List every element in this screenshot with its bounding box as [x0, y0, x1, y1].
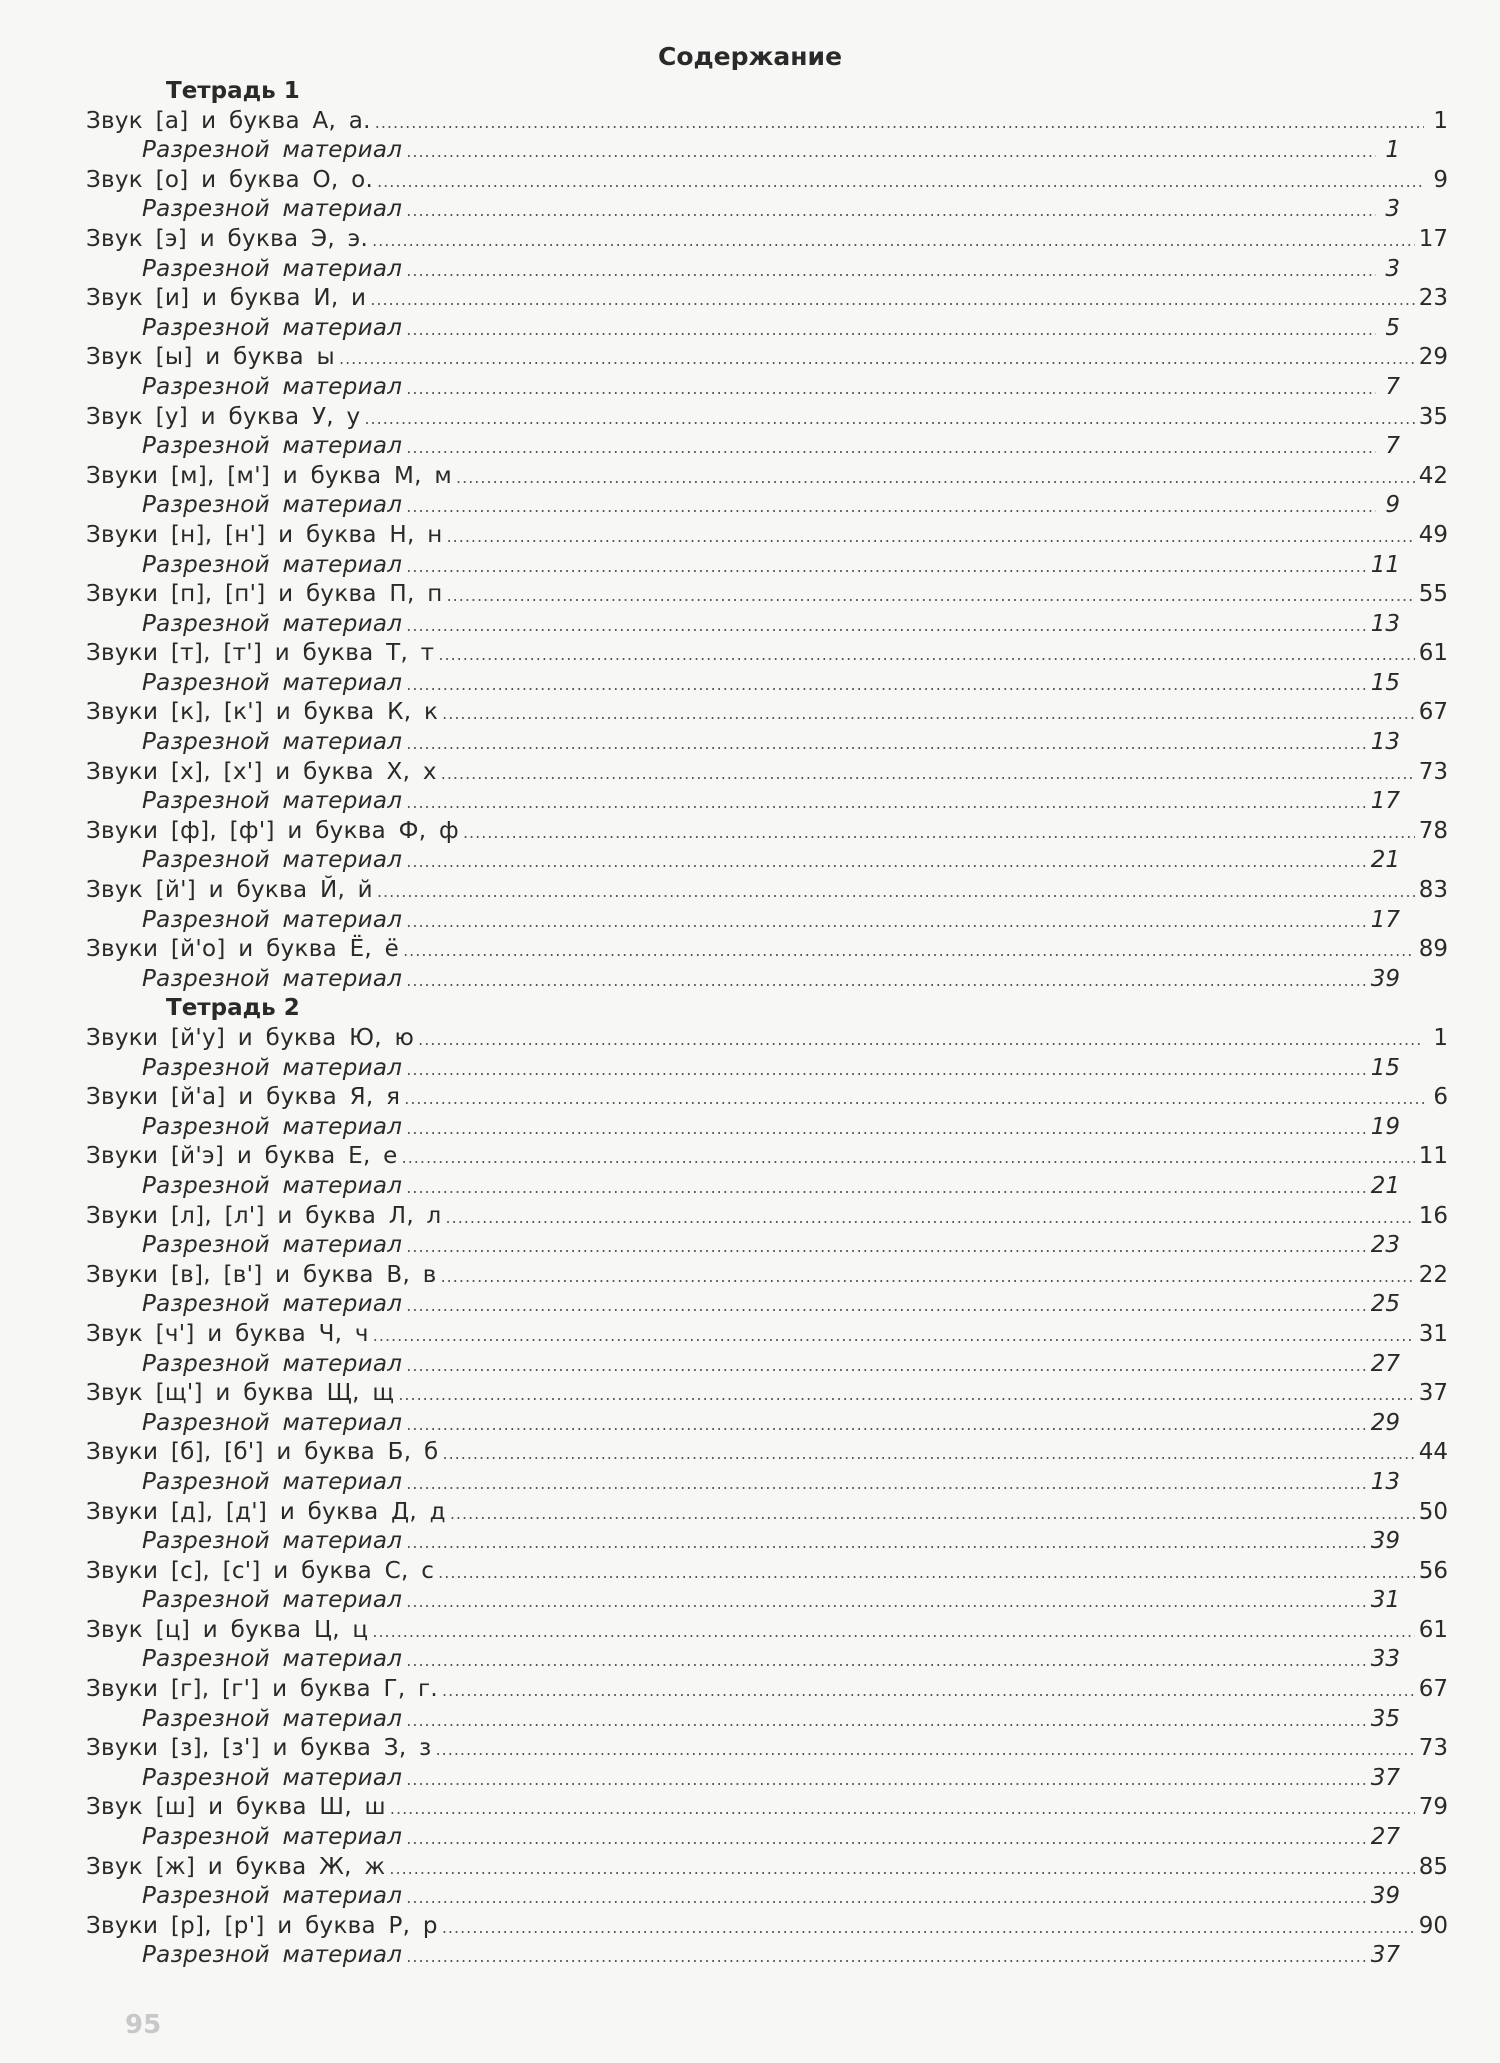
dot-leader — [418, 1025, 1424, 1055]
dot-leader — [406, 670, 1366, 700]
toc-subentry-page: 13 — [1370, 729, 1400, 756]
toc-entry[interactable] — [86, 698, 1448, 728]
dot-leader — [450, 1499, 1415, 1529]
toc-entry-page: 31 — [1418, 1320, 1448, 1347]
toc-subentry-page: 7 — [1385, 433, 1400, 460]
dot-leader — [442, 1913, 1415, 1943]
dot-leader — [406, 1173, 1366, 1203]
toc-subentry-label: Разрезной материал — [142, 610, 403, 637]
toc-entry[interactable] — [86, 1261, 1448, 1291]
toc-subentry-page: 13 — [1370, 610, 1400, 637]
toc-subentry-label: Разрезной материал — [142, 255, 403, 282]
dot-leader — [375, 108, 1424, 138]
toc-subentry-page: 3 — [1385, 255, 1400, 282]
toc-entry-page: 16 — [1418, 1202, 1448, 1229]
toc-entry-page: 50 — [1418, 1498, 1448, 1525]
toc-subentry-page: 29 — [1370, 1409, 1400, 1436]
toc-entry[interactable] — [86, 758, 1448, 788]
dot-leader — [406, 966, 1366, 996]
dot-leader — [406, 1410, 1366, 1440]
dot-leader — [406, 1587, 1366, 1617]
toc-entry-label: Звуки [д], [д'] и буква Д, д — [86, 1498, 446, 1525]
toc-entry-label: Звук [э] и буква Э, э. — [86, 225, 369, 252]
toc-subentry-label: Разрезной материал — [142, 1705, 403, 1732]
dot-leader — [441, 759, 1415, 789]
page-title: Содержание — [657, 42, 843, 71]
dot-leader — [446, 1203, 1415, 1233]
toc-subentry[interactable] — [86, 255, 1448, 285]
dot-leader — [406, 1646, 1366, 1676]
toc-subentry[interactable] — [86, 669, 1448, 699]
toc-subentry-label: Разрезной материал — [142, 906, 403, 933]
toc-subentry[interactable] — [86, 1468, 1448, 1498]
toc-entry-page: 11 — [1418, 1143, 1448, 1170]
toc-entry-page: 1 — [1433, 107, 1448, 134]
toc-entry-page: 67 — [1418, 699, 1448, 726]
toc-subentry-page: 25 — [1370, 1291, 1400, 1318]
toc-entry-page: 6 — [1433, 1084, 1448, 1111]
toc-entry[interactable] — [86, 935, 1448, 965]
toc-entry[interactable] — [86, 1498, 1448, 1528]
toc-entry-page: 17 — [1418, 225, 1448, 252]
dot-leader — [456, 463, 1415, 493]
toc-entry-page: 49 — [1418, 521, 1448, 548]
dot-leader — [406, 552, 1366, 582]
dot-leader — [406, 729, 1366, 759]
toc-entry-page: 73 — [1418, 1735, 1448, 1762]
dot-leader — [438, 640, 1414, 670]
toc-subentry-page: 39 — [1370, 965, 1400, 992]
toc-entry-page: 61 — [1418, 1616, 1448, 1643]
toc-entry-page: 61 — [1418, 640, 1448, 667]
dot-leader — [406, 1351, 1366, 1381]
toc-entry[interactable] — [86, 1557, 1448, 1587]
dot-leader — [438, 1558, 1415, 1588]
toc-subentry-page: 39 — [1370, 1883, 1400, 1910]
toc-entry-label: Звуки [з], [з'] и буква З, з — [86, 1735, 432, 1762]
toc-entry-page: 73 — [1418, 758, 1448, 785]
toc-subentry[interactable] — [86, 314, 1448, 344]
toc-subentry-page: 35 — [1370, 1705, 1400, 1732]
toc-subentry-page: 15 — [1370, 669, 1400, 696]
dot-leader — [406, 492, 1376, 522]
toc-subentry-page: 13 — [1370, 1468, 1400, 1495]
dot-leader — [406, 1942, 1366, 1972]
toc-subentry-label: Разрезной материал — [142, 1291, 403, 1318]
toc-subentry-page: 15 — [1370, 1054, 1400, 1081]
toc-subentry-label: Разрезной материал — [142, 965, 403, 992]
dot-leader — [370, 285, 1414, 315]
toc-entry[interactable] — [86, 343, 1448, 373]
toc-subentry-label: Разрезной материал — [142, 551, 403, 578]
dot-leader — [436, 1735, 1415, 1765]
toc-subentry-label: Разрезной материал — [142, 729, 403, 756]
dot-leader — [406, 788, 1366, 818]
toc-entry-label: Звук [ы] и буква ы — [86, 344, 335, 371]
toc-entry[interactable] — [86, 284, 1448, 314]
toc-entry[interactable] — [86, 1379, 1448, 1409]
toc-entry[interactable] — [86, 107, 1448, 137]
toc-entry[interactable] — [86, 1912, 1448, 1942]
dot-leader — [403, 936, 1415, 966]
toc-subentry-page: 17 — [1370, 906, 1400, 933]
dot-leader — [447, 581, 1415, 611]
toc-entry[interactable] — [86, 225, 1448, 255]
toc-subentry-page: 33 — [1370, 1646, 1400, 1673]
dot-leader — [406, 1883, 1366, 1913]
dot-leader — [406, 196, 1376, 226]
toc-subentry-page: 5 — [1385, 314, 1400, 341]
toc-entry[interactable] — [86, 1734, 1448, 1764]
dot-leader — [406, 1824, 1366, 1854]
dot-leader — [406, 1469, 1366, 1499]
toc-subentry-page: 27 — [1370, 1824, 1400, 1851]
toc-entry-label: Звуки [й'у] и буква Ю, ю — [86, 1025, 415, 1051]
toc-subentry-page: 21 — [1370, 1172, 1400, 1199]
toc-entry-label: Звуки [й'а] и буква Я, я — [86, 1084, 401, 1111]
toc-subentry-label: Разрезной материал — [142, 196, 403, 223]
toc-subentry-label: Разрезной материал — [142, 1232, 403, 1259]
dot-leader — [441, 1262, 1415, 1292]
toc-subentry-label: Разрезной материал — [142, 1883, 403, 1910]
dot-leader — [406, 315, 1376, 345]
toc-subentry-label: Разрезной материал — [142, 1468, 403, 1495]
toc-entry-page: 67 — [1418, 1676, 1448, 1703]
toc-entry-label: Звук [й'] и буква Й, й — [86, 877, 373, 904]
toc-subentry-label: Разрезной материал — [142, 314, 403, 341]
toc-entry[interactable] — [86, 462, 1448, 492]
toc-subentry[interactable] — [86, 1350, 1448, 1380]
toc-subentry[interactable] — [86, 1113, 1448, 1143]
toc-entry-page: 44 — [1418, 1439, 1448, 1466]
toc-entry-label: Звуки [м], [м'] и буква М, м — [86, 462, 453, 489]
dot-leader — [406, 611, 1366, 641]
toc-entry[interactable] — [86, 403, 1448, 433]
toc-subentry-label: Разрезной материал — [142, 1764, 403, 1791]
toc-subentry-page: 3 — [1385, 196, 1400, 223]
toc-subentry[interactable] — [86, 965, 1448, 995]
toc-subentry[interactable] — [86, 432, 1448, 462]
toc-entry[interactable] — [86, 166, 1448, 196]
toc-subentry-label: Разрезной материал — [142, 1409, 403, 1436]
toc-subentry[interactable] — [86, 728, 1448, 758]
toc-subentry-page: 37 — [1370, 1942, 1400, 1969]
toc-subentry-page: 9 — [1385, 492, 1400, 519]
toc-entry-page: 85 — [1418, 1853, 1448, 1880]
dot-leader — [406, 1528, 1366, 1558]
toc-entry[interactable] — [86, 1202, 1448, 1232]
toc-entry-page: 56 — [1418, 1557, 1448, 1584]
toc-subentry[interactable] — [86, 906, 1448, 936]
dot-leader — [406, 1055, 1366, 1085]
toc-entry[interactable] — [86, 1793, 1448, 1823]
toc-entry[interactable] — [86, 1083, 1448, 1113]
toc-subentry-page: 19 — [1370, 1113, 1400, 1140]
toc-subentry[interactable] — [86, 551, 1448, 581]
toc-entry-page: 83 — [1418, 877, 1448, 904]
dot-leader — [406, 256, 1376, 286]
dot-leader — [398, 1380, 1414, 1410]
toc-entry-page: 42 — [1418, 462, 1448, 489]
dot-leader — [406, 374, 1376, 404]
dot-leader — [406, 433, 1376, 463]
toc-entry[interactable] — [86, 639, 1448, 669]
dot-leader — [339, 344, 1415, 374]
toc-subentry[interactable] — [86, 136, 1448, 166]
toc-entry-label: Звуки [н], [н'] и буква Н, н — [86, 521, 443, 548]
toc-entry-label: Звук [ж] и буква Ж, ж — [86, 1853, 386, 1880]
dot-leader — [377, 167, 1424, 197]
toc-subentry[interactable] — [86, 1586, 1448, 1616]
dot-leader — [364, 404, 1414, 434]
toc-subentry[interactable] — [86, 1823, 1448, 1853]
toc-subentry[interactable] — [86, 1705, 1448, 1735]
toc-entry-label: Звуки [п], [п'] и буква П, п — [86, 581, 443, 608]
toc-entry[interactable] — [86, 521, 1448, 551]
toc-subentry-page: 31 — [1370, 1587, 1400, 1614]
dot-leader — [373, 1321, 1415, 1351]
dot-leader — [372, 226, 1415, 256]
toc-subentry[interactable] — [86, 1231, 1448, 1261]
toc-subentry[interactable] — [86, 1290, 1448, 1320]
toc-subentry-label: Разрезной материал — [142, 492, 403, 519]
toc-entry-label: Звук [ц] и буква Ц, ц — [86, 1616, 369, 1643]
toc-entry[interactable] — [86, 1438, 1448, 1468]
toc-subentry[interactable] — [86, 1882, 1448, 1912]
toc-entry-label: Звуки [й'о] и буква Ё, ё — [86, 936, 400, 963]
toc-entry-page: 29 — [1418, 344, 1448, 371]
dot-leader — [442, 1439, 1414, 1469]
toc-subentry-label: Разрезной материал — [142, 1528, 403, 1555]
toc-entry-page: 9 — [1433, 166, 1448, 193]
section-heading: Тетрадь 2 — [166, 995, 300, 1022]
toc-entry-label: Звуки [к], [к'] и буква К, к — [86, 699, 439, 726]
toc-entry-label: Звуки [р], [р'] и буква Р, р — [86, 1912, 438, 1939]
toc-entry-page: 23 — [1418, 285, 1448, 312]
toc-subentry-label: Разрезной материал — [142, 1942, 403, 1969]
dot-leader — [463, 818, 1415, 848]
toc-entry-page: 1 — [1433, 1025, 1448, 1051]
dot-leader — [404, 1084, 1424, 1114]
dot-leader — [406, 1291, 1366, 1321]
toc-subentry-label: Разрезной материал — [142, 669, 403, 696]
dot-leader — [442, 1676, 1415, 1706]
toc-entry-page: 89 — [1418, 936, 1448, 963]
toc-entry-label: Звуки [т], [т'] и буква Т, т — [86, 640, 435, 667]
toc-subentry[interactable] — [86, 373, 1448, 403]
toc-subentry-label: Разрезной материал — [142, 433, 403, 460]
toc-entry-label: Звук [о] и буква О, о. — [86, 166, 374, 193]
toc-subentry[interactable] — [86, 1054, 1448, 1084]
toc-entry-label: Звуки [х], [х'] и буква Х, х — [86, 758, 437, 785]
dot-leader — [390, 1794, 1415, 1824]
toc-entry[interactable] — [86, 1320, 1448, 1350]
toc-subentry[interactable] — [86, 195, 1448, 225]
toc-subentry-page: 17 — [1370, 788, 1400, 815]
toc-entry-page: 55 — [1418, 581, 1448, 608]
dot-leader — [402, 1143, 1415, 1173]
dot-leader — [406, 1765, 1366, 1795]
dot-leader — [447, 522, 1415, 552]
toc-subentry-page: 37 — [1370, 1764, 1400, 1791]
toc-subentry-label: Разрезной материал — [142, 1824, 403, 1851]
dot-leader — [442, 699, 1415, 729]
toc-subentry[interactable] — [86, 1527, 1448, 1557]
toc-entry-label: Звуки [б], [б'] и буква Б, б — [86, 1439, 439, 1466]
toc-subentry-label: Разрезной материал — [142, 137, 403, 164]
toc-entry[interactable] — [86, 817, 1448, 847]
toc-subentry[interactable] — [86, 1764, 1448, 1794]
toc-subentry-label: Разрезной материал — [142, 1350, 403, 1377]
toc-entry-page: 37 — [1418, 1380, 1448, 1407]
toc-entry-label: Звук [у] и буква У, у — [86, 403, 361, 430]
toc-entry-label: Звуки [с], [с'] и буква С, с — [86, 1557, 435, 1584]
dot-leader — [377, 877, 1415, 907]
toc-entry[interactable] — [86, 1024, 1448, 1054]
toc-subentry-label: Разрезной материал — [142, 373, 403, 400]
toc-entry-label: Звук [щ'] и буква Щ, щ — [86, 1380, 395, 1407]
toc-entry-label: Звуки [г], [г'] и буква Г, г. — [86, 1676, 439, 1703]
toc-entry-label: Звуки [ф], [ф'] и буква Ф, ф — [86, 817, 459, 844]
page-number-bleed: 95 — [125, 2010, 162, 2040]
toc-subentry-page: 27 — [1370, 1350, 1400, 1377]
toc-subentry-page: 23 — [1370, 1232, 1400, 1259]
toc-subentry[interactable] — [86, 610, 1448, 640]
toc-entry-label: Звук [ч'] и буква Ч, ч — [86, 1320, 369, 1347]
toc-entry-label: Звуки [л], [л'] и буква Л, л — [86, 1202, 442, 1229]
toc-entry-page: 35 — [1418, 403, 1448, 430]
toc-subentry[interactable] — [86, 491, 1448, 521]
toc-entry[interactable] — [86, 876, 1448, 906]
table-of-contents — [86, 77, 1448, 1971]
toc-subentry-label: Разрезной материал — [142, 788, 403, 815]
toc-subentry-page: 21 — [1370, 847, 1400, 874]
toc-entry-page: 78 — [1418, 817, 1448, 844]
toc-subentry-label: Разрезной материал — [142, 847, 403, 874]
dot-leader — [389, 1854, 1414, 1884]
toc-entry-label: Звук [и] и буква И, и — [86, 285, 367, 312]
toc-entry-label: Звук [а] и буква А, а. — [86, 107, 371, 134]
toc-subentry[interactable] — [86, 1172, 1448, 1202]
toc-subentry-page: 7 — [1385, 373, 1400, 400]
dot-leader — [406, 1114, 1366, 1144]
toc-subentry-label: Разрезной материал — [142, 1113, 403, 1140]
dot-leader — [406, 137, 1376, 167]
toc-entry-page: 90 — [1418, 1912, 1448, 1939]
dot-leader — [372, 1617, 1414, 1647]
toc-entry[interactable] — [86, 580, 1448, 610]
toc-entry-page: 79 — [1418, 1794, 1448, 1821]
toc-entry[interactable] — [86, 1616, 1448, 1646]
toc-subentry[interactable] — [86, 787, 1448, 817]
toc-entry[interactable] — [86, 1675, 1448, 1705]
toc-subentry-page: 1 — [1385, 137, 1400, 164]
dot-leader — [406, 847, 1366, 877]
toc-entry-label: Звуки [в], [в'] и буква В, в — [86, 1261, 437, 1288]
dot-leader — [406, 907, 1366, 937]
toc-subentry[interactable] — [86, 1645, 1448, 1675]
dot-leader — [406, 1706, 1366, 1736]
toc-subentry[interactable] — [86, 846, 1448, 876]
toc-entry-page: 22 — [1418, 1261, 1448, 1288]
toc-subentry-page: 11 — [1370, 551, 1400, 578]
toc-entry-label: Звук [ш] и буква Ш, ш — [86, 1794, 386, 1821]
toc-subentry-label: Разрезной материал — [142, 1054, 403, 1081]
toc-subentry-label: Разрезной материал — [142, 1646, 403, 1673]
toc-entry-label: Звуки [й'э] и буква Е, е — [86, 1143, 398, 1170]
toc-subentry-label: Разрезной материал — [142, 1172, 403, 1199]
toc-subentry-page: 39 — [1370, 1528, 1400, 1555]
toc-subentry[interactable] — [86, 1941, 1448, 1971]
toc-entry[interactable] — [86, 1142, 1448, 1172]
dot-leader — [406, 1232, 1366, 1262]
toc-subentry[interactable] — [86, 1409, 1448, 1439]
section-heading: Тетрадь 1 — [166, 78, 300, 104]
toc-entry[interactable] — [86, 1853, 1448, 1883]
toc-subentry-label: Разрезной материал — [142, 1587, 403, 1614]
